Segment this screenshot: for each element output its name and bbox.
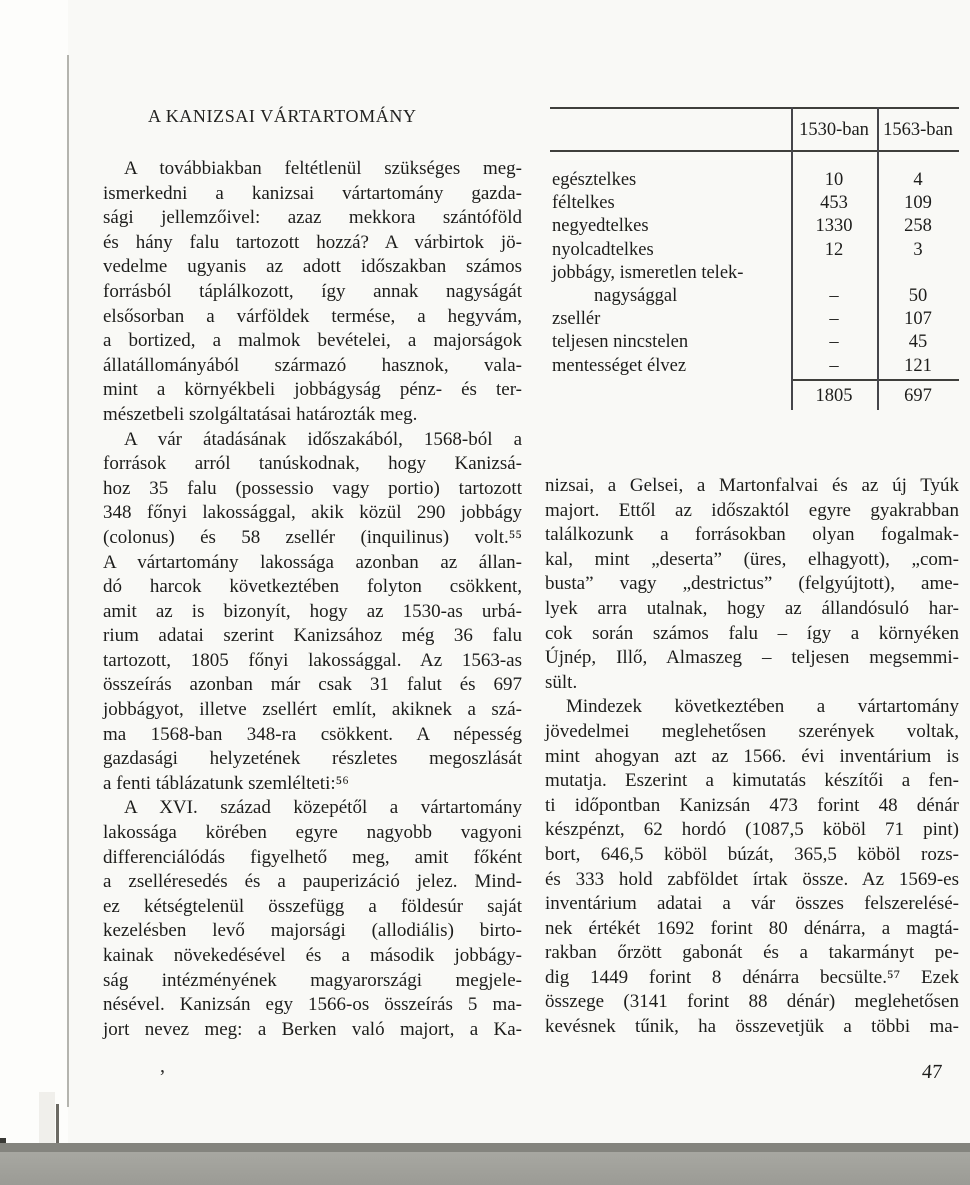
- table-row: [550, 331, 959, 354]
- table-rule-header: [550, 150, 959, 152]
- text-line: mészetbeli szolgáltatásai határozták meg.: [103, 403, 418, 425]
- table-row: [550, 169, 959, 192]
- total-1530: 1805: [815, 386, 853, 406]
- table-row: [550, 285, 959, 308]
- value-1530: –: [829, 309, 839, 330]
- totals-empty-label: [550, 379, 791, 413]
- text-line: a bortized, a malmok bevételei, a majorságok: [103, 330, 522, 352]
- value-1530: –: [829, 355, 839, 376]
- text-line: busta” vagy „destrictus” (felgyújtott), ame-: [545, 573, 959, 595]
- text-line: ma 1568-ban 348-ra csökkent. A népesség: [103, 723, 522, 745]
- text-line: gazdasági helyzetének részletes megoszlását: [103, 748, 522, 770]
- paragraph: [545, 695, 959, 1039]
- value-1530: 12: [824, 239, 844, 260]
- text-line: amit az is bizonyít, hogy az 1530-as urbá-: [103, 600, 522, 622]
- page-number: 47: [921, 1061, 943, 1083]
- text-line: hoz 35 falu (possessio vagy portio) tartozott: [103, 477, 522, 499]
- right-text-column: [545, 474, 959, 1040]
- text-line: ez kétségtelenül összefügg a földesúr saját: [103, 895, 522, 917]
- text-line: jövedelmei meglehetősen szerények voltak,: [545, 720, 959, 742]
- text-line: cok során számos falu – így a környéken: [545, 622, 959, 644]
- paragraph: [103, 428, 522, 797]
- text-line: kainak növekedésével és a második jobbágy-: [103, 945, 522, 966]
- row-label: egésztelkes: [552, 170, 637, 190]
- text-line: a zselléresedés és a pauperizáció jelez. Mind-: [103, 871, 522, 893]
- text-line: sült.: [545, 671, 578, 693]
- text-line: ismerkedni a kanizsai vártartomány gazda-: [103, 182, 522, 204]
- row-label: nyolcadtelkes: [552, 239, 654, 260]
- table-row: [550, 239, 959, 262]
- text-line: tartozott, 1805 főnyi lakossággal. Az 1563-as: [103, 649, 522, 671]
- table-row: [550, 192, 959, 215]
- text-line: Újnép, Illő, Almaszeg – teljesen megsemmi-: [545, 647, 959, 669]
- value-1530: 453: [820, 193, 848, 214]
- row-label: nagysággal: [594, 285, 678, 306]
- text-line: A vár átadásának időszakából, 1568-ból a: [124, 428, 522, 450]
- page-edge-line-lower: [56, 1104, 59, 1144]
- text-line: ság intézményének magyarországi megjele-: [103, 969, 522, 991]
- row-label: jobbágy, ismeretlen telek-: [552, 262, 744, 283]
- row-label: féltelkes: [552, 193, 615, 214]
- table-header-row: [550, 107, 959, 150]
- text-line: mutatja. Eszerint a kimutatás készítői a fen-: [545, 770, 959, 792]
- page-edge-strip: [39, 1092, 55, 1144]
- text-line: Mindezek következtében a vártartomány: [566, 696, 959, 718]
- total-1563: 697: [904, 386, 932, 406]
- text-line: lyek arra utalnak, hogy az állandósuló har-: [545, 597, 959, 619]
- text-line: A vártartomány lakossága azonban az állan-: [103, 551, 522, 573]
- text-line: A továbbiakban feltétlenül szükséges meg-: [124, 158, 522, 179]
- text-line: összeírás azonban már csak 31 falut és 697: [103, 674, 522, 696]
- paragraph: [103, 796, 522, 1042]
- text-line: majort. Ettől az időszaktól egyre gyakrabban: [545, 499, 959, 521]
- column-header-1530: 1530-ban: [799, 119, 869, 140]
- text-line: rium adatai szerint Kanizsához még 36 falu: [103, 625, 522, 647]
- text-line: forrásból táplálkozott, így annak nagyságát: [103, 280, 522, 302]
- text-line: jobbágyot, illetve zsellért említ, akiknek a szá-: [103, 699, 522, 721]
- text-line: inventárium adatai a vár összes felszerelésé-: [545, 893, 959, 915]
- row-label: mentességet élvez: [552, 355, 687, 376]
- table-row: [550, 355, 959, 378]
- header-empty-cell: [550, 127, 791, 130]
- text-line: források arról tanúskodnak, hogy Kanizsá-: [103, 453, 522, 475]
- text-line: dig 1449 forint 8 dénárra becsülte.⁵⁷ Ezek: [545, 966, 959, 988]
- value-1563: 45: [908, 332, 928, 353]
- text-line: jort nevez meg: a Berken való majort, a Ka-: [103, 1018, 522, 1040]
- paragraph: [103, 157, 522, 428]
- table-row: [550, 262, 959, 285]
- text-line: és hány falu tartozott hozzá? A várbirtok jö-: [103, 231, 522, 253]
- row-label: negyedtelkes: [552, 216, 649, 237]
- text-line: elsősorban a várföldek termése, a hegyvám,: [103, 305, 522, 327]
- text-line: nésével. Kanizsán egy 1566-os összeírás 5 ma-: [103, 994, 522, 1016]
- text-line: nek értékét 1692 forint 80 dénárra, a magtá-: [545, 917, 959, 939]
- value-1530: [791, 262, 877, 285]
- value-1563: 50: [908, 285, 928, 306]
- paragraph: [545, 474, 959, 695]
- value-1563: 121: [904, 355, 932, 376]
- text-line: ti időpontban Kanizsán 473 forint 48 dénár: [545, 794, 959, 816]
- table-totals-row: [550, 379, 959, 411]
- table-row: [550, 308, 959, 331]
- text-line: sági jellemzőivel: azaz mekkora szántóföld: [103, 207, 522, 229]
- left-text-column: [103, 157, 522, 1042]
- text-line: és 333 hold zabföldet írtak össze. Az 1569-es: [545, 868, 959, 890]
- text-line: mint a környékbeli jobbágyság pénz- és ter-: [103, 379, 522, 401]
- table-body: [550, 169, 959, 378]
- column-header-1563: 1563-ban: [883, 119, 953, 140]
- value-1530: 10: [824, 170, 844, 190]
- page-left-margin: [0, 0, 68, 1185]
- text-line: kevésnek tűnik, ha összevetjük a többi ma-: [545, 1016, 959, 1038]
- text-line: dó harcok következtében folyton csökkent,: [103, 576, 522, 598]
- text-line: 348 főnyi lakossággal, akik közül 290 jobbágy: [103, 502, 522, 524]
- text-line: differenciálódás figyelhető meg, amit főként: [103, 846, 522, 868]
- text-line: (colonus) és 58 zsellér (inquilinus) volt.⁵⁵: [103, 526, 522, 548]
- book-edge-line: [0, 1143, 970, 1152]
- page-edge-line: [67, 55, 69, 1107]
- text-line: készpénzt, 62 hordó (1087,5 köböl 71 pint): [545, 819, 959, 841]
- stray-mark: ,: [160, 1055, 165, 1077]
- text-line: összege (3141 forint 88 dénár) meglehetősen: [545, 991, 959, 1013]
- row-label: zsellér: [552, 309, 601, 330]
- text-line: bort, 646,5 köböl búzát, 365,5 köböl rozs-: [545, 843, 959, 865]
- value-1563: 258: [904, 216, 932, 237]
- book-bottom-edge: [0, 1143, 970, 1185]
- chapter-heading: A KANIZSAI VÁRTARTOMÁNY: [148, 106, 417, 126]
- text-line: lakossága körében egyre nagyobb vagyoni: [103, 822, 522, 844]
- value-1563: [877, 262, 959, 285]
- text-line: állatállományából származó hasznok, vala-: [103, 354, 522, 376]
- text-line: kezelésben levő majorsági (allodiális) birto-: [103, 920, 522, 942]
- text-line: találkozunk a forrásokban olyan fogalmak-: [545, 524, 959, 546]
- table-row: [550, 215, 959, 238]
- text-line: mint ahogyan azt az 1566. évi inventárium is: [545, 745, 959, 767]
- population-table: [550, 107, 959, 417]
- value-1563: 3: [913, 239, 923, 260]
- row-label: teljesen nincstelen: [552, 332, 689, 353]
- value-1563: 107: [904, 309, 932, 330]
- text-line: vedelme ugyanis az adott időszakban számos: [103, 256, 522, 278]
- text-line: rakban őrzött gabonát és a takarmányt pe-: [545, 942, 959, 964]
- text-line: kal, mint „deserta” (üres, elhagyott), „com-: [545, 548, 959, 570]
- value-1530: –: [829, 332, 839, 353]
- text-line: nizsai, a Gelsei, a Martonfalvai és az új Tyúk: [545, 475, 959, 496]
- value-1563: 109: [904, 193, 932, 214]
- text-line: a fenti táblázatunk szemlélteti:⁵⁶: [103, 772, 349, 794]
- value-1563: 4: [913, 170, 923, 190]
- value-1530: –: [829, 285, 839, 306]
- text-line: A XVI. század közepétől a vártartomány: [124, 797, 522, 819]
- value-1530: 1330: [815, 216, 853, 237]
